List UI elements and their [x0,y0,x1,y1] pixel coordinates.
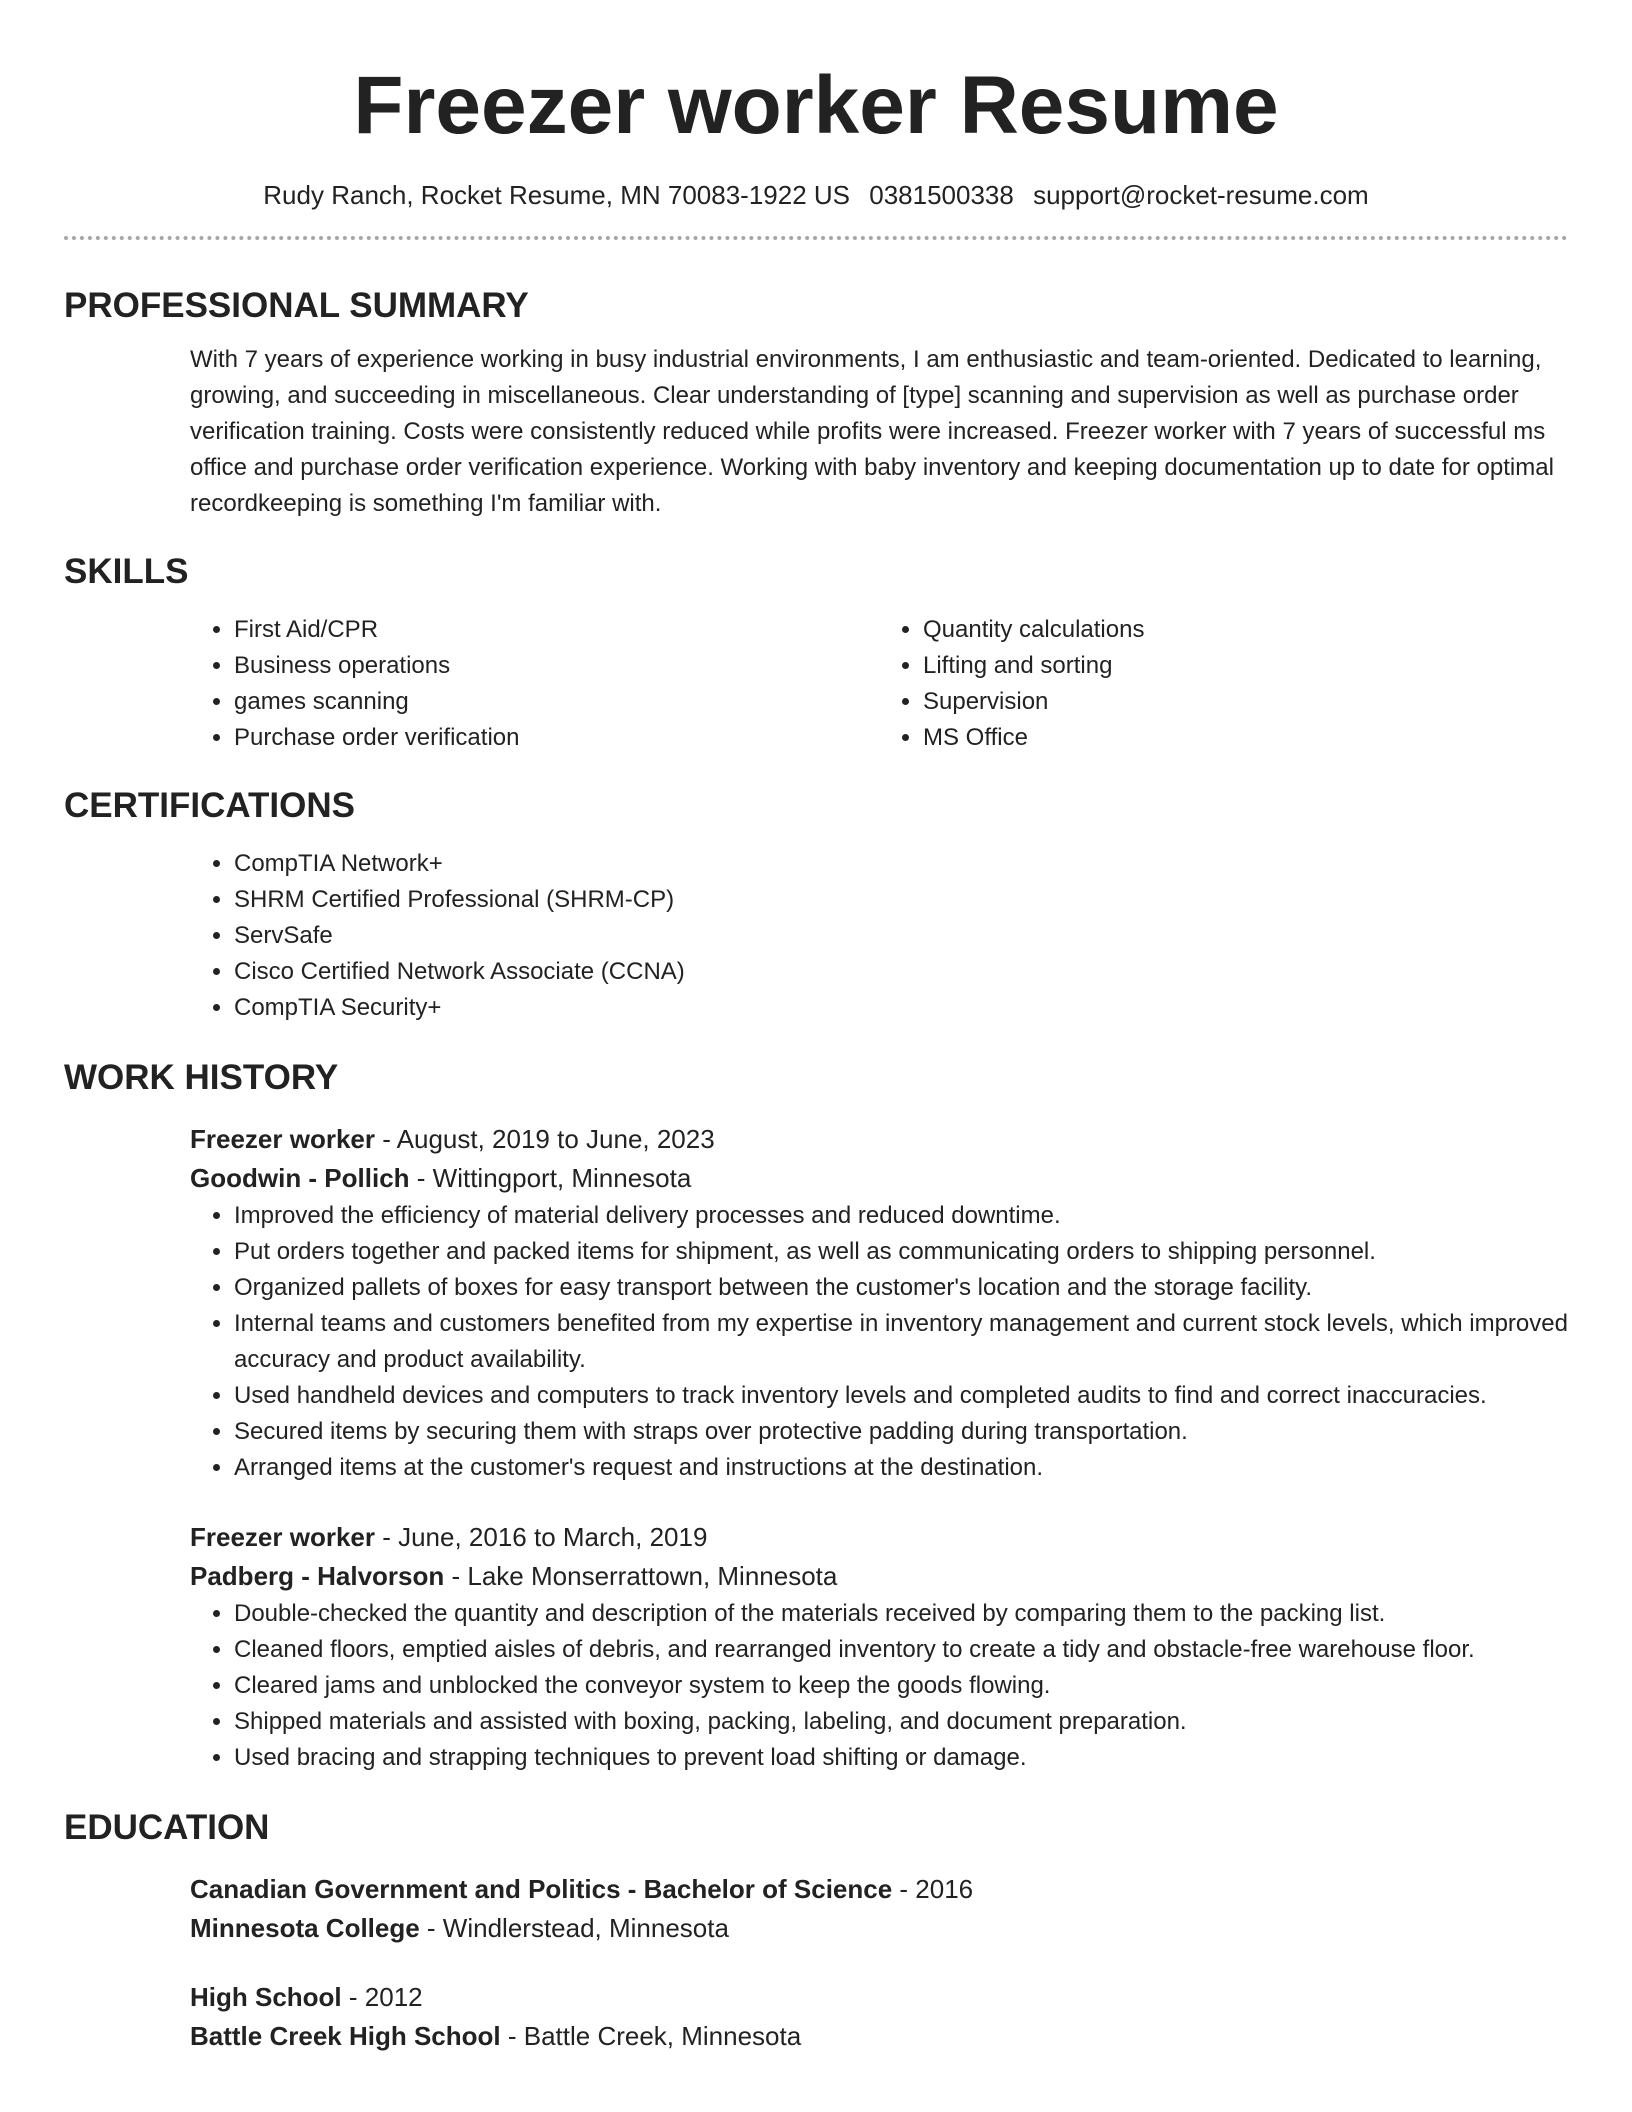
job-entry [190,1120,1568,1486]
education-location: - Windlerstead, Minnesota [419,1913,729,1943]
job-bullet: • Internal teams and customers benefited from my expertise in inventory management and current stock levels, which improved accuracy and product availability. [234,1306,1568,1378]
education-year: - 2016 [892,1874,974,1904]
education-school: Minnesota College [190,1913,420,1943]
job-location: - Wittingport, Minnesota [409,1163,692,1193]
education-section [64,1870,1568,2056]
skills-section [64,612,1568,756]
contact-address: Rudy Ranch, Rocket Resume, MN 70083-1922 US [263,180,851,210]
education-degree-line [190,1978,1568,2017]
job-title: Freezer worker [190,1124,375,1154]
certification-item: • SHRM Certified Professional (SHRM-CP) [234,882,1568,918]
summary-section [64,342,1568,522]
job-bullet: • Put orders together and packed items for shipment, as well as communicating orders to shipping personnel. [234,1234,1568,1270]
job-bullet: • Used handheld devices and computers to track inventory levels and completed audits to find and correct inaccuracies. [234,1378,1568,1414]
job-company: Goodwin - Pollich [190,1163,410,1193]
job-bullet: • Secured items by securing them with straps over protective padding during transportation. [234,1414,1568,1450]
contact-line [64,178,1568,212]
job-title: Freezer worker [190,1522,375,1552]
skill-item: • games scanning [234,684,879,720]
skill-item: • First Aid/CPR [234,612,879,648]
job-bullet: • Arranged items at the customer's request and instructions at the destination. [234,1450,1568,1486]
skill-item: • Supervision [923,684,1568,720]
job-bullet: • Shipped materials and assisted with boxing, packing, labeling, and document preparation. [234,1704,1568,1740]
education-year: - 2012 [341,1982,423,2012]
certification-item: • CompTIA Security+ [234,990,1568,1026]
job-company-line [190,1557,1568,1596]
certifications-heading: CERTIFICATIONS [64,786,356,825]
certifications-section [64,846,1568,1026]
education-entry [190,1870,1568,1948]
job-bullet: • Used bracing and strapping techniques to prevent load shifting or damage. [234,1740,1568,1776]
contact-email: support@rocket-resume.com [1033,180,1369,210]
contact-phone: 0381500338 [869,180,1014,210]
resume-title: Freezer worker Resume [353,60,1279,151]
job-entry [190,1518,1568,1776]
summary-heading: PROFESSIONAL SUMMARY [64,286,529,325]
certification-item: • CompTIA Network+ [234,846,1568,882]
skills-list-left [190,612,879,756]
education-school-line [190,2017,1568,2056]
job-dates: - June, 2016 to March, 2019 [374,1522,708,1552]
education-heading: EDUCATION [64,1808,270,1847]
education-location: - Battle Creek, Minnesota [500,2021,802,2051]
job-location: - Lake Monserrattown, Minnesota [444,1561,838,1591]
certification-item: • ServSafe [234,918,1568,954]
certifications-list [190,846,1568,1026]
job-bullets [190,1596,1568,1776]
job-company-line [190,1159,1568,1198]
job-bullets [190,1198,1568,1486]
job-title-line [190,1518,1568,1557]
skill-item: • Quantity calculations [923,612,1568,648]
header-divider [64,236,1568,240]
skill-item: • Lifting and sorting [923,648,1568,684]
skills-list-right [879,612,1568,756]
summary-text: With 7 years of experience working in busy industrial environments, I am enthusiastic and team-oriented. Dedicated to learning, growing, and succeeding in miscellaneous. Clear understanding of [type] scanning and supervision as well as purchase order verification training. Costs were consistently reduced while profits were increased. Freezer worker with 7 years of successful ms office and purchase order verification experience. Working with baby inventory and keeping documentation up to date for optimal recordkeeping is something I'm familiar with. [190,346,1554,517]
job-dates: - August, 2019 to June, 2023 [374,1124,715,1154]
education-entry [190,1978,1568,2056]
job-bullet: • Double-checked the quantity and description of the materials received by comparing them to the packing list. [234,1596,1568,1632]
job-bullet: • Organized pallets of boxes for easy transport between the customer's location and the storage facility. [234,1270,1568,1306]
education-school-line [190,1909,1568,1948]
certification-item: • Cisco Certified Network Associate (CCNA) [234,954,1568,990]
job-bullet: • Cleaned floors, emptied aisles of debris, and rearranged inventory to create a tidy and obstacle-free warehouse floor. [234,1632,1568,1668]
work-history-heading: WORK HISTORY [64,1058,339,1097]
education-degree: Canadian Government and Politics - Bachelor of Science [190,1874,893,1904]
education-degree-line [190,1870,1568,1909]
skill-item: • MS Office [923,720,1568,756]
skill-item: • Business operations [234,648,879,684]
job-bullet: • Cleared jams and unblocked the conveyor system to keep the goods flowing. [234,1668,1568,1704]
education-degree: High School [190,1982,342,2012]
skill-item: • Purchase order verification [234,720,879,756]
job-title-line [190,1120,1568,1159]
work-history-section [64,1120,1568,1776]
education-school: Battle Creek High School [190,2021,501,2051]
job-bullet: • Improved the efficiency of material delivery processes and reduced downtime. [234,1198,1568,1234]
job-company: Padberg - Halvorson [190,1561,445,1591]
skills-heading: SKILLS [64,552,189,591]
